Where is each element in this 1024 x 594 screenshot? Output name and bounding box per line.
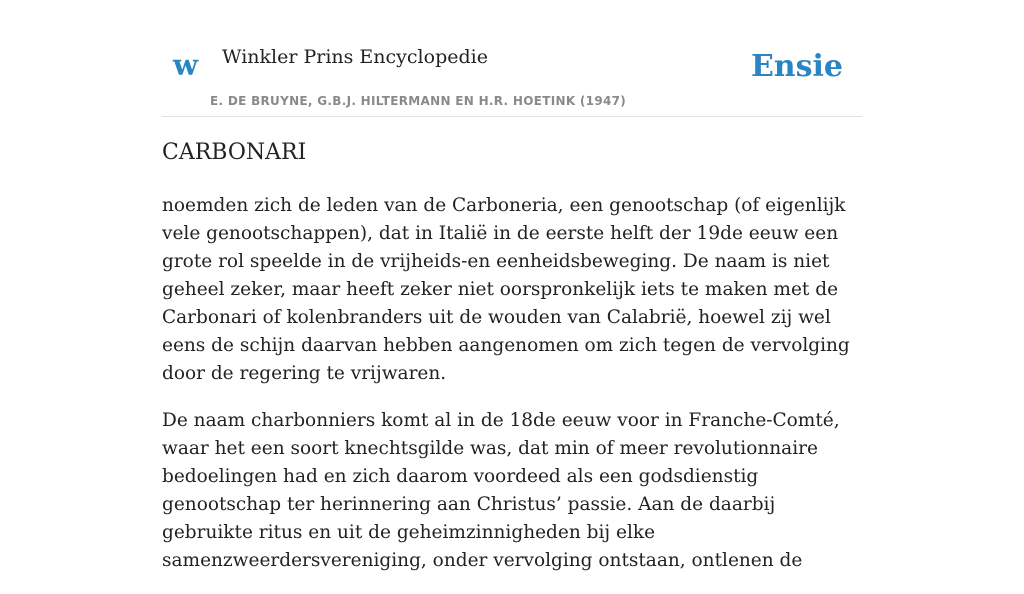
entry-body: [162, 192, 862, 594]
winkler-prins-logo[interactable]: w: [173, 48, 198, 82]
header: [162, 0, 862, 117]
paragraph-2: De naam charbonniers komt al in de 18de eeuw voor in Franche-Comté, waar het een soort knechtsgilde was, dat min of meer revolutionnaire bedoelingen had en zich daarom voordeed als een godsdienstig genootschap ter herinnering aan Christus’ passie. Aan de daarbij gebruikte ritus en uit de geheimzinnigheden bij elke samenzweerdersvereniging, onder vervolging ontstaan, ontlenen de: [162, 410, 840, 571]
site-title[interactable]: Winkler Prins Encyclopedie: [222, 46, 488, 68]
paragraph-1: noemden zich de leden van de Carboneria, een genootschap (of eigenlijk vele genootschappen), dat in Italië in de eerste helft der 19de eeuw een grote rol speelde in de vrijheids-en eenheidsbeweging. De naam is niet geheel zeker, maar heeft zeker niet oorspronkelijk iets te maken met de Carbonari of kolenbranders uit de wouden van Calabrië, hoewel zij wel eens de schijn daarvan hebben aangenomen om zich tegen de vervolging door de regering te vrijwaren.: [162, 195, 850, 384]
entry-title: CARBONARI: [162, 140, 307, 165]
page: [162, 0, 862, 571]
authors-line: E. DE BRUYNE, G.B.J. HILTERMANN EN H.R. HOETINK (1947): [210, 94, 627, 108]
ensie-brand-logo[interactable]: Ensie: [750, 49, 843, 84]
